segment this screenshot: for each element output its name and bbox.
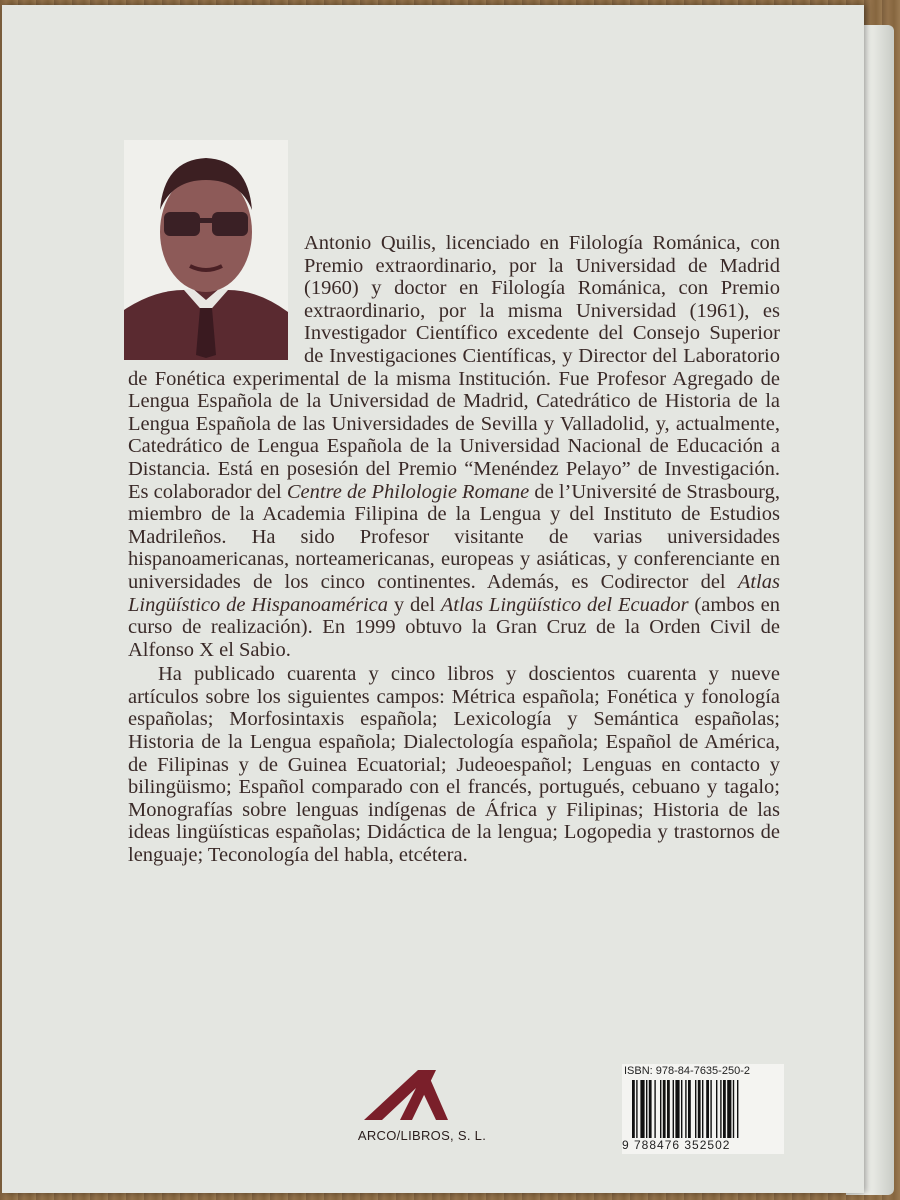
- isbn-number: ISBN: 978-84-7635-250-2: [624, 1065, 750, 1077]
- barcode-bar: [675, 1080, 679, 1138]
- barcode-bar: [706, 1080, 709, 1138]
- biography-p1-italic-3: Atlas Lingüístico del Ecuador: [440, 593, 689, 616]
- barcode-bar: [698, 1080, 701, 1138]
- barcode-bar: [660, 1080, 661, 1138]
- barcode-bar: [733, 1080, 734, 1138]
- barcode-bar: [723, 1080, 726, 1138]
- barcode-bar: [667, 1080, 670, 1138]
- barcode-bar: [663, 1080, 666, 1138]
- biography-p1-part-b: de l’Université de Strasbourg, miembro de la Academia Filipina de la Lengua y del Instituto de Estudios Madrileños. Ha sido Profesor visitante de varias universidades hispanoamericanas, norteamericanas, europeas y asiáticas, y conferenciante en universidades de los cinco continentes. Además, es Codirector del: [128, 480, 780, 593]
- barcode-bar: [673, 1080, 674, 1138]
- barcode-bar: [649, 1080, 652, 1138]
- biography-p1-part-d: (ambos en curso de realización). En 1999 obtuvo la Gran Cruz de la Orden Civil de Alfonso X el Sabio.: [128, 593, 780, 661]
- barcode-bar: [710, 1080, 711, 1138]
- barcode-bar: [681, 1080, 682, 1138]
- barcode-bar: [646, 1080, 647, 1138]
- publisher-name: ARCO/LIBROS, S. L.: [357, 1128, 487, 1143]
- barcode-bar: [716, 1080, 717, 1138]
- biography-text: [128, 232, 780, 867]
- barcode-bar: [695, 1080, 696, 1138]
- barcode-bar: [640, 1080, 644, 1138]
- barcode-bar: [727, 1080, 731, 1138]
- barcode-bar: [737, 1080, 738, 1138]
- barcode-bar: [688, 1080, 691, 1138]
- barcode-bar: [636, 1080, 637, 1138]
- biography-p1-part-c: y del: [388, 593, 441, 616]
- biography-paragraph-1: [128, 232, 780, 661]
- barcode-bar: [632, 1080, 635, 1138]
- biography-paragraph-2: Ha publicado cuarenta y cinco libros y doscientos cuarenta y nueve artículos sobre los siguientes campos: Métrica española; Fonética y fonología españolas; Morfosintaxis española; Lexicología y Semántica españolas; Historia de la Lengua española; Dialectología española; Español de América, de Filipinas y de Guinea Ecuatorial; Judeoespañol; Lenguas en contacto y bilingüismo; Español comparado con el francés, portugués, cebuano y tagalo; Monografías sobre lenguas indígenas de África y Filipinas; Historia de las ideas lingüísticas españolas; Didáctica de la lengua; Logopedia y trastornos de lenguaje; Teconología del habla, etcétera.: [128, 663, 780, 867]
- barcode-bar: [720, 1080, 721, 1138]
- barcode-digits: 9 788476 352502: [622, 1138, 731, 1152]
- barcode-bars: [632, 1080, 780, 1138]
- biography-p1-italic-2: Atlas Lingüístico de Hispanoamérica: [128, 570, 780, 616]
- photo-wrap-space: [128, 232, 304, 364]
- barcode: [622, 1064, 784, 1154]
- biography-p1-italic-1: Centre de Philologie Romane: [286, 480, 530, 503]
- barcode-bar: [702, 1080, 703, 1138]
- biography-p1-part-a: Antonio Quilis, licenciado en Filología Románica, con Premio extraordinario, por la Universidad de Madrid (1960) y doctor en Filología Románica, con Premio extraordinario, por la misma Universidad (1961), es Investigador Científico excedente del Consejo Superior de Investigaciones Científicas, y Director del Laboratorio de Fonética experimental de la misma Institución. Fue Profesor Agregado de Lengua Española de la Universidad de Madrid, Catedrático de Historia de la Lengua Española de las Universidades de Sevilla y Valladolid, y, actualmente, Catedrático de Lengua Española de la Universidad Nacional de Educación a Distancia. Está en posesión del Premio “Menéndez Pelayo” de Investigación. Es colaborador del: [128, 232, 780, 503]
- barcode-bar: [685, 1080, 686, 1138]
- barcode-bar: [654, 1080, 655, 1138]
